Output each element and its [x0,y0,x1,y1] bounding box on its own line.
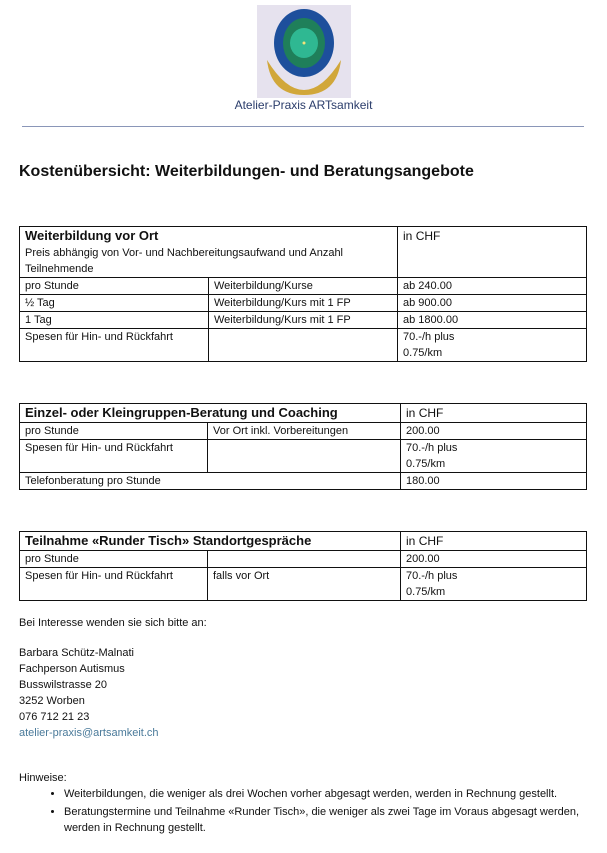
contact-street: Busswilstrasse 20 [19,679,108,691]
brand-name: Atelier-Praxis ARTsamkeit [234,98,373,112]
table-row: Spesen für Hin- und Rückfahrt 70.-/h plus 0.75/km [20,329,587,362]
table-row: Spesen für Hin- und Rückfahrt 70.-/h plus 0.75/km [20,440,587,473]
table-row: ½ Tag Weiterbildung/Kurs mit 1 FP ab 900.00 [20,295,587,312]
notes-list [19,786,584,838]
table-runder-tisch [19,531,587,601]
currency-header: in CHF [401,532,587,551]
table-row: Telefonberatung pro Stunde 180.00 [20,473,587,490]
contact-city: 3252 Worben [19,695,85,707]
page-title: Kostenübersicht: Weiterbildungen- und Beratungsangebote [19,163,474,180]
contact-intro: Bei Interesse wenden sie sich bitte an: [19,617,207,629]
contact-email-link[interactable]: atelier-praxis@artsamkeit.ch [19,727,159,739]
logo [257,5,351,98]
table-row: pro Stunde 200.00 [20,551,587,568]
contact-phone: 076 712 21 23 [19,711,90,723]
note-item: • Beratungstermine und Teilnahme «Runder Tisch», die weniger als zwei Tage im Voraus abgesagt werden, werden in Rechnung gestellt. [64,804,584,836]
currency-header: in CHF [401,404,587,423]
currency-header: in CHF [398,227,587,278]
table-subtitle: Preis abhängig von Vor- und Nachbereitungsaufwand und Anzahl Teilnehmende [25,247,344,275]
table-row: pro Stunde Vor Ort inkl. Vorbereitungen 200.00 [20,423,587,440]
table-row: Spesen für Hin- und Rückfahrt falls vor Ort 70.-/h plus 0.75/km [20,568,587,601]
table-row: 1 Tag Weiterbildung/Kurs mit 1 FP ab 1800.00 [20,312,587,329]
table-beratung [19,403,587,490]
table-row: pro Stunde Weiterbildung/Kurse ab 240.00 [20,278,587,295]
table-title: Teilnahme «Runder Tisch» Standortgespräche [20,532,401,551]
note-item: • Weiterbildungen, die weniger als drei Wochen vorher abgesagt werden, werden in Rechnung gestellt. [64,786,584,802]
divider [22,126,584,127]
table-title: Weiterbildung vor Ort [25,228,159,243]
table-weiterbildung [19,226,587,362]
contact-role: Fachperson Autismus [19,663,125,675]
table-title: Einzel- oder Kleingruppen-Beratung und Coaching [20,404,401,423]
notes-heading: Hinweise: [19,772,67,784]
contact-block [19,645,159,741]
contact-name: Barbara Schütz-Malnati [19,647,134,659]
